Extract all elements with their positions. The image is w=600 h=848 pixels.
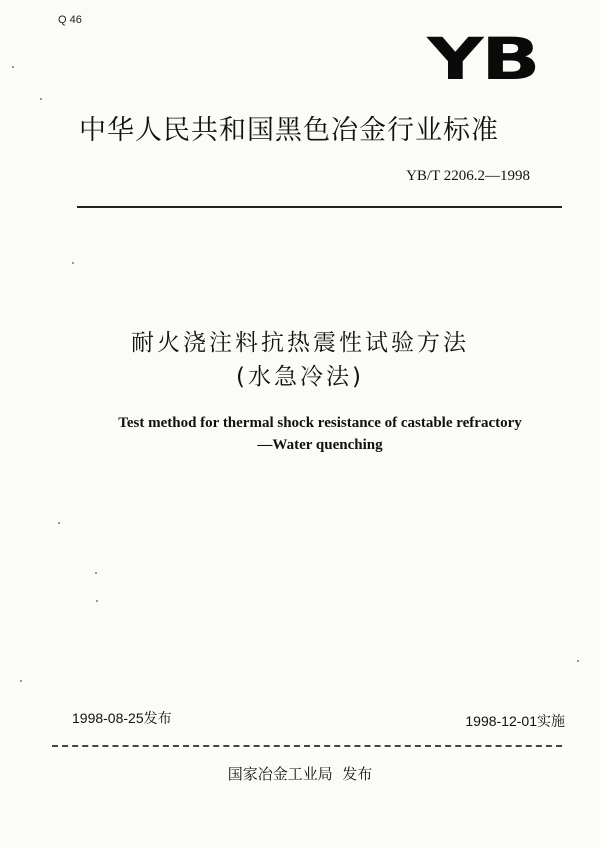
document-title-chinese <box>0 326 600 394</box>
title-en-line-2: —Water quenching <box>257 437 383 453</box>
issue-date: 1998-08-25发布 <box>72 710 172 726</box>
scan-speck <box>96 600 98 602</box>
classification-code: Q 46 <box>58 14 82 26</box>
standard-category-title: 中华人民共和国黑色冶金行业标准 <box>79 115 499 146</box>
title-en-line-1: Test method for thermal shock resistance of castable refractory <box>118 415 522 431</box>
title-cn-line-2: (水急冷法) <box>236 364 364 390</box>
standard-number: YB/T 2206.2—1998 <box>406 168 530 184</box>
effective-date: 1998-12-01实施 <box>465 713 565 729</box>
scan-speck <box>72 262 74 264</box>
scan-speck <box>40 98 42 100</box>
document-title-english <box>0 412 600 456</box>
publisher: 国家冶金工业局 发布 <box>227 765 373 783</box>
scan-speck <box>20 680 22 682</box>
title-cn-line-1: 耐火浇注料抗热震性试验方法 <box>131 330 469 356</box>
footer-divider <box>52 745 562 747</box>
yb-logo: YB <box>427 25 538 93</box>
scan-speck <box>58 522 60 524</box>
scan-speck <box>12 66 14 68</box>
scan-speck <box>95 572 97 574</box>
scan-speck <box>577 660 579 662</box>
header-divider <box>77 206 562 208</box>
